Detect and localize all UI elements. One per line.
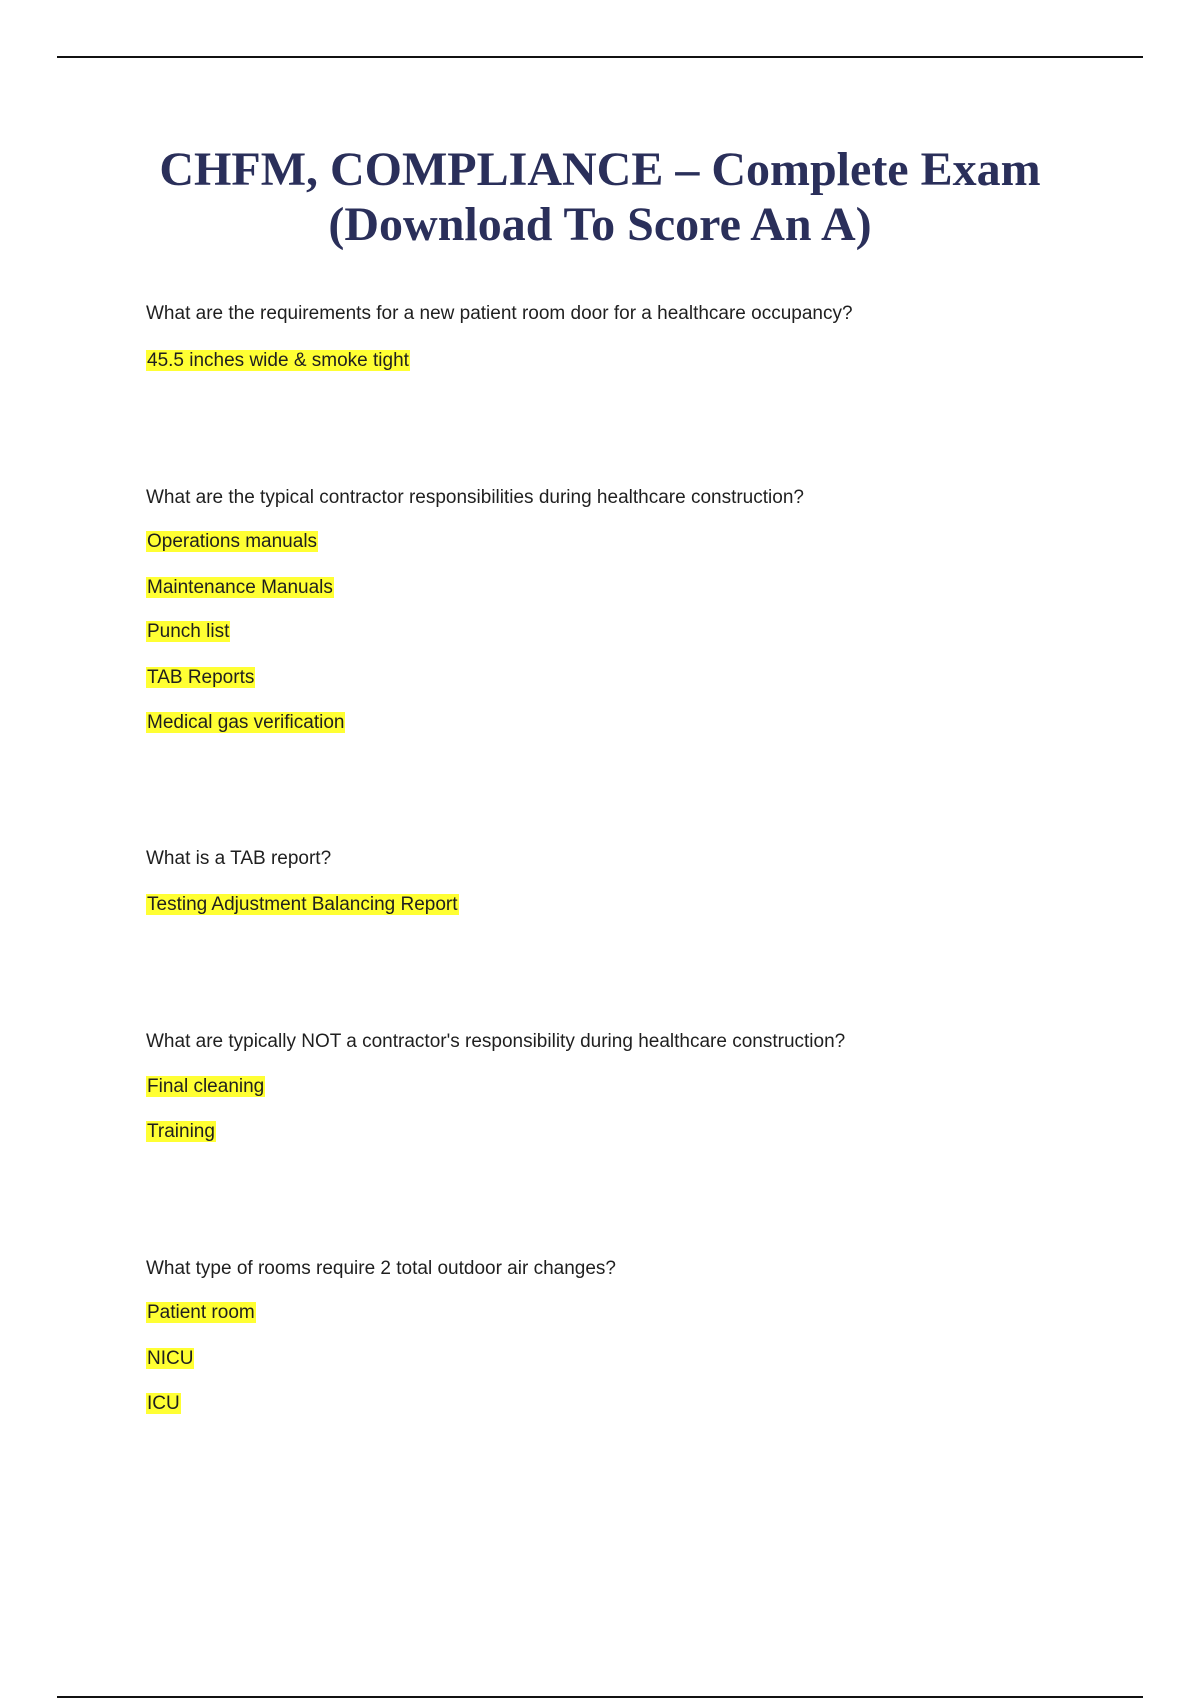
answer-highlight: Final cleaning	[147, 1076, 265, 1097]
answer-2-5	[146, 710, 345, 736]
answer-1-1	[146, 348, 410, 374]
answer-5-3	[146, 1391, 181, 1417]
question-3: What is a TAB report?	[146, 848, 332, 869]
answer-highlight: Maintenance Manuals	[147, 577, 333, 598]
answer-5-2	[146, 1346, 194, 1372]
answer-4-1	[146, 1074, 265, 1100]
document-title-line-1: CHFM, COMPLIANCE – Complete Exam	[159, 143, 1041, 196]
answer-2-4	[146, 665, 255, 691]
answer-highlight: ICU	[147, 1393, 180, 1414]
header-rule	[57, 56, 1143, 58]
answer-4-2	[146, 1119, 216, 1145]
question-1: What are the requirements for a new patient room door for a healthcare occupancy?	[146, 303, 853, 324]
answer-2-2	[146, 575, 334, 601]
answer-highlight: Training	[147, 1121, 215, 1142]
footer-rule	[57, 1696, 1143, 1698]
document-title	[100, 142, 1100, 252]
document-title-line-2: (Download To Score An A)	[328, 198, 872, 251]
question-4: What are typically NOT a contractor's responsibility during healthcare construction?	[146, 1031, 846, 1052]
answer-highlight: Punch list	[147, 621, 230, 642]
answer-2-3	[146, 619, 230, 645]
answer-3-1	[146, 892, 459, 918]
answer-highlight: Testing Adjustment Balancing Report	[147, 894, 458, 915]
question-5: What type of rooms require 2 total outdoor air changes?	[146, 1258, 616, 1279]
answer-highlight: Operations manuals	[147, 531, 318, 552]
answer-highlight: 45.5 inches wide & smoke tight	[147, 350, 409, 371]
question-2: What are the typical contractor responsibilities during healthcare construction?	[146, 487, 804, 508]
answer-2-1	[146, 529, 318, 555]
answer-5-1	[146, 1300, 256, 1326]
answer-highlight: Medical gas verification	[147, 712, 345, 733]
answer-highlight: NICU	[147, 1348, 194, 1369]
answer-highlight: TAB Reports	[147, 667, 255, 688]
answer-highlight: Patient room	[147, 1302, 255, 1323]
